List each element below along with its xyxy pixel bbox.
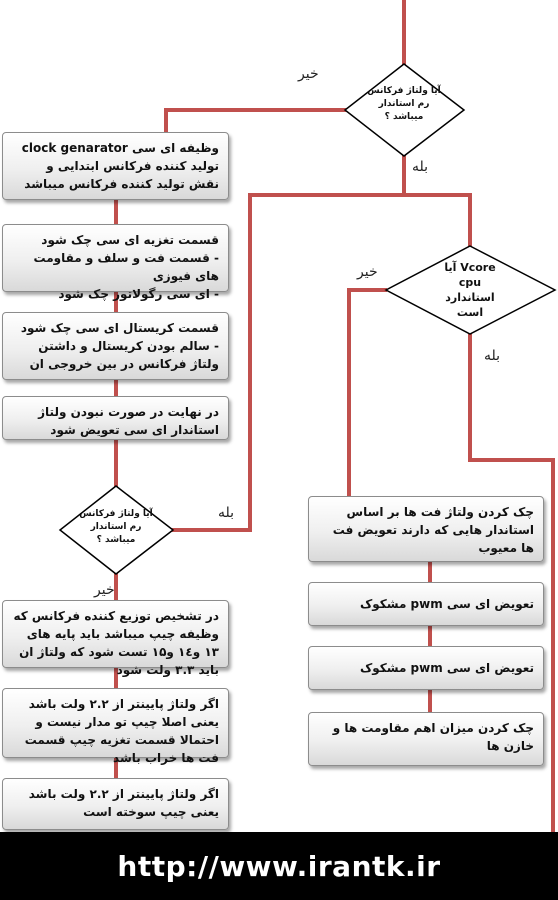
no-label-vcore: خیر xyxy=(357,264,378,280)
process-box-power-section: قسمت تغزیه ای سی چک شود - قسمت فت و سلف و مقاومت های فیوزی - ای سی رگولاتور چک شود xyxy=(2,224,229,292)
diamond-label-vcore: Vcore آیا cpu استاندارد است xyxy=(444,261,496,319)
process-box-check-resistors-capacitors: چک کردن میزان اهم مقاومت ها و خازن ها xyxy=(308,712,544,766)
process-box-crystal-section: قسمت کریستال ای سی چک شود - سالم بودن کریستال و داشتن ولتاژ فرکانس در بین خروجی ان xyxy=(2,312,229,380)
process-box-chip-burned: اگر ولتاژ پایینتر از ۲.۲ ولت باشد یعنی چیپ سوخته است xyxy=(2,778,229,830)
process-box-replace-pwm-2: تعویض ای سی pwm مشکوک xyxy=(308,646,544,690)
no-label-bottom: خیر xyxy=(94,582,115,598)
footer-url: http://www.irantk.ir xyxy=(117,849,441,883)
yes-label-vcore: بله xyxy=(484,348,501,364)
no-label-top: خیر xyxy=(298,66,319,82)
yes-label-top: بله xyxy=(412,159,429,175)
process-box-chip-pins-test: در تشخیص توزیع کننده فرکانس که وظیفه چیپ میباشد باید پایه های ۱۳ و۱٤ و۱۵ تست شود که ولتاژ ان باید ۳.۳ ولت شود xyxy=(2,600,229,668)
diamond-label-bottom: آیا ولتاژ فرکانس رم استاندار میباشد ؟ xyxy=(79,509,153,545)
yes-label-bottom: بله xyxy=(218,505,235,521)
process-box-replace-pwm-1: تعویض ای سی pwm مشکوک xyxy=(308,582,544,626)
process-box-replace-ic: در نهایت در صورت نبودن ولتاژ استاندار ای سی تعویض شود xyxy=(2,396,229,440)
diamond-label-top: آیا ولتاژ فرکانس رم استاندار میباشد ؟ xyxy=(367,86,441,122)
process-box-check-fets: چک کردن ولتاژ فت ها بر اساس استاندار هایی که دارند تعویض فت ها معیوب xyxy=(308,496,544,562)
footer-banner xyxy=(0,832,558,900)
process-box-clock-generator: وظیفه ای سی clock genarator تولید کننده فرکانس ابتدایی و نقش تولید کننده فرکانس میباشد xyxy=(2,132,229,200)
process-box-chip-not-in-circuit: اگر ولتاژ پایینتر از ۲.۲ ولت باشد یعنی اصلا چیپ تو مدار نیست و احتمالا قسمت تغزیه چیپ قسمت فت ها خراب باشد xyxy=(2,688,229,758)
